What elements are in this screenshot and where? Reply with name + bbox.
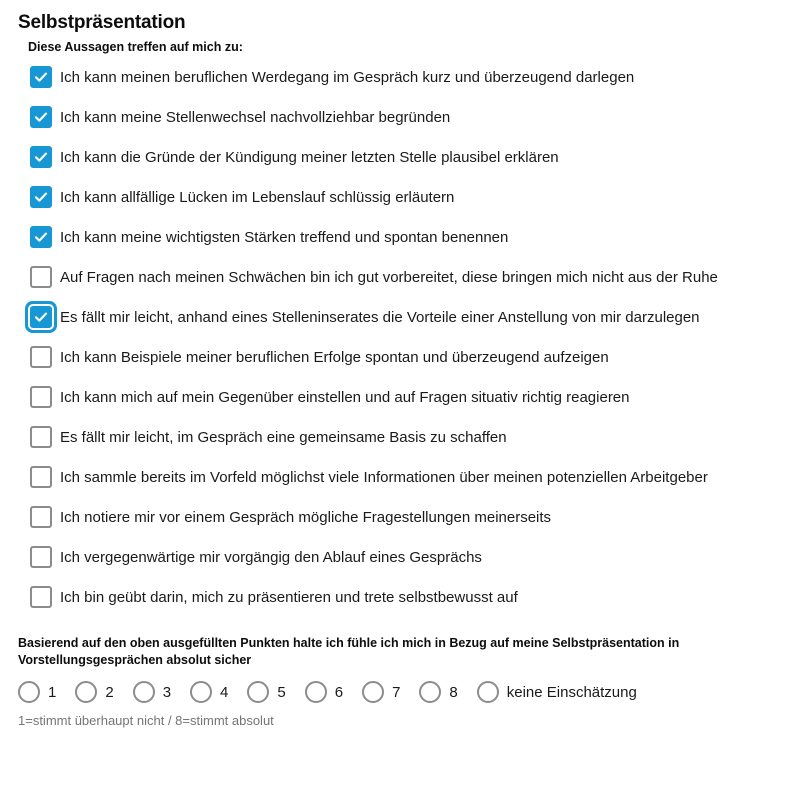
- checkbox-label: Ich kann meine wichtigsten Stärken treffend und spontan benennen: [60, 229, 509, 246]
- checkbox-label: Es fällt mir leicht, anhand eines Stelleninserates die Vorteile einer Anstellung von mir darzulegen: [60, 309, 700, 326]
- checkbox-label: Ich notiere mir vor einem Gespräch mögliche Fragestellungen meinerseits: [60, 509, 552, 526]
- radio-button[interactable]: [362, 681, 384, 703]
- radio-option[interactable]: [190, 681, 228, 703]
- checkbox[interactable]: [30, 546, 52, 568]
- radio-label: 4: [220, 683, 229, 701]
- checkbox-row: [30, 106, 789, 129]
- radio-button[interactable]: [75, 681, 97, 703]
- checkbox-row: [30, 386, 789, 409]
- checkbox[interactable]: [30, 466, 52, 488]
- radio-label: 6: [334, 683, 344, 701]
- checkbox-row: [30, 66, 789, 89]
- radio-option[interactable]: [305, 681, 343, 703]
- checkbox[interactable]: [30, 186, 52, 208]
- checkbox[interactable]: [30, 506, 52, 528]
- checkmark-icon: [33, 229, 49, 245]
- checkbox-label: Ich kann die Gründe der Kündigung meiner letzten Stelle plausibel erklären: [60, 149, 559, 166]
- checkbox-label: Ich kann meinen beruflichen Werdegang im Gespräch kurz und überzeugend darlegen: [60, 69, 635, 86]
- radio-button[interactable]: [133, 681, 155, 703]
- checkbox[interactable]: [30, 146, 52, 168]
- radio-button[interactable]: [477, 681, 499, 703]
- checkbox-label: Ich sammle bereits im Vorfeld möglichst viele Informationen über meinen potenziellen Arbeitgeber: [60, 469, 708, 486]
- checkbox-row: [30, 186, 789, 209]
- checkbox-row: [30, 426, 789, 449]
- scale-note: 1=stimmt überhaupt nicht / 8=stimmt absolut: [18, 713, 274, 728]
- checkbox-row: [30, 546, 789, 569]
- checkbox[interactable]: [30, 586, 52, 608]
- radio-option[interactable]: [419, 681, 457, 703]
- radio-button[interactable]: [305, 681, 327, 703]
- radio-label: 8: [449, 683, 458, 701]
- radio-button[interactable]: [190, 681, 212, 703]
- radio-button[interactable]: [18, 681, 40, 703]
- checkmark-icon: [33, 189, 49, 205]
- radio-label: 7: [392, 683, 401, 701]
- section-subtitle: Diese Aussagen treffen auf mich zu:: [28, 40, 243, 54]
- checkbox-label: Ich vergegenwärtige mir vorgängig den Ablauf eines Gesprächs: [60, 549, 482, 566]
- radio-option[interactable]: [477, 681, 637, 703]
- checkmark-icon: [33, 69, 49, 85]
- radio-label: 2: [105, 683, 114, 701]
- radio-label: 3: [162, 683, 172, 701]
- checkbox-list: [30, 66, 789, 609]
- checkbox-row: [30, 586, 789, 609]
- radio-label: 5: [277, 683, 286, 701]
- checkbox-label: Ich kann Beispiele meiner beruflichen Erfolge spontan und überzeugend aufzeigen: [60, 349, 609, 366]
- checkbox[interactable]: [30, 106, 52, 128]
- radio-button[interactable]: [419, 681, 441, 703]
- page-title: Selbstpräsentation: [18, 12, 186, 33]
- checkbox-row: [30, 506, 789, 529]
- checkmark-icon: [33, 309, 49, 325]
- checkbox-row: [30, 226, 789, 249]
- radio-option[interactable]: [133, 681, 171, 703]
- checkbox[interactable]: [30, 226, 52, 248]
- checkbox-row: [30, 146, 789, 169]
- checkbox-row: [30, 346, 789, 369]
- checkbox[interactable]: [30, 386, 52, 408]
- checkbox-row: [30, 266, 789, 289]
- checkbox-label: Auf Fragen nach meinen Schwächen bin ich gut vorbereitet, diese bringen mich nicht aus der Ruhe: [60, 269, 718, 286]
- radio-option[interactable]: [75, 681, 113, 703]
- checkbox[interactable]: [30, 306, 52, 328]
- checkbox[interactable]: [30, 346, 52, 368]
- radio-option[interactable]: [362, 681, 400, 703]
- checkbox-label: Es fällt mir leicht, im Gespräch eine gemeinsame Basis zu schaffen: [60, 429, 507, 446]
- checkmark-icon: [33, 149, 49, 165]
- rating-question: Basierend auf den oben ausgefüllten Punkten halte ich fühle ich mich in Bezug auf meine Selbstpräsentation in Vorstellungsgesprächen absolut sicher: [18, 636, 680, 667]
- radio-button[interactable]: [247, 681, 269, 703]
- rating-radio-group: [18, 681, 789, 703]
- radio-option[interactable]: [247, 681, 285, 703]
- checkbox-row: [30, 306, 789, 329]
- checkbox[interactable]: [30, 66, 52, 88]
- checkbox-label: Ich kann meine Stellenwechsel nachvollziehbar begründen: [60, 109, 451, 126]
- radio-label: 1: [48, 683, 57, 701]
- checkbox-label: Ich kann mich auf mein Gegenüber einstellen und auf Fragen situativ richtig reagieren: [60, 389, 630, 406]
- radio-label: keine Einschätzung: [506, 683, 637, 701]
- checkbox-label: Ich kann allfällige Lücken im Lebenslauf schlüssig erläutern: [60, 189, 455, 206]
- radio-option[interactable]: [18, 681, 56, 703]
- checkmark-icon: [33, 109, 49, 125]
- checkbox-label: Ich bin geübt darin, mich zu präsentieren und trete selbstbewusst auf: [60, 589, 518, 606]
- checkbox[interactable]: [30, 266, 52, 288]
- checkbox-row: [30, 466, 789, 489]
- checkbox[interactable]: [30, 426, 52, 448]
